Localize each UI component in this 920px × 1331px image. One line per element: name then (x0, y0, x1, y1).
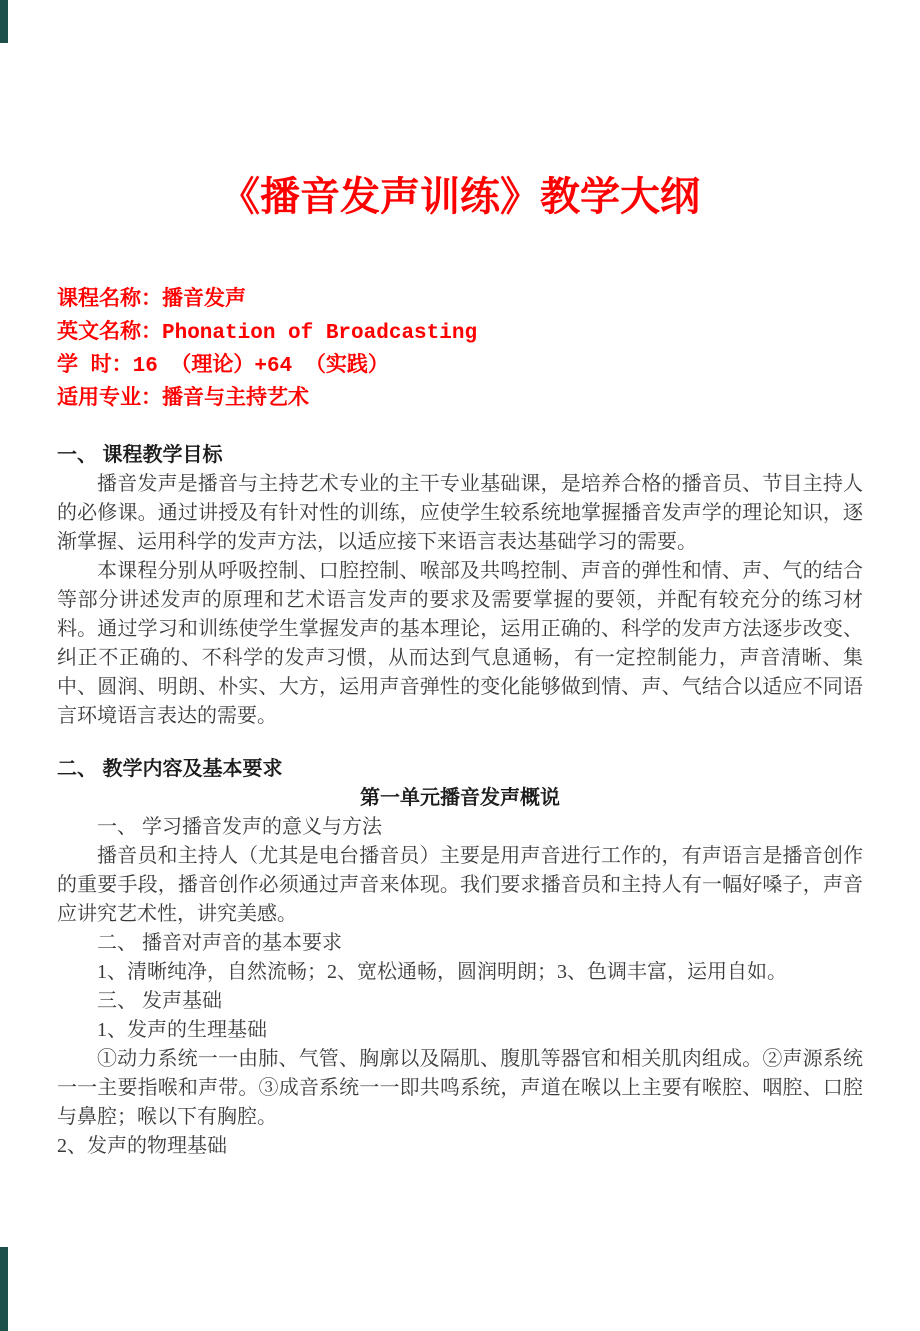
unit1-point1-text: 播音员和主持人（尤其是电台播音员）主要是用声音进行工作的，有声语言是播音创作的重要手段，播音创作必须通过声音来体现。我们要求播音员和主持人有一幅好嗓子，声音应讲究艺术性，讲究美感。 (57, 845, 863, 925)
objectives-paragraph-2: 本课程分别从呼吸控制、口腔控制、喉部及共鸣控制、声音的弹性和情、声、气的结合等部分讲述发声的原理和艺术语言发声的要求及需要掌握的要领，并配有较充分的练习材料。通过学习和训练使学生掌握发声的基本理论，运用正确的、科学的发声方法逐步改变、纠正不正确的、不科学的发声习惯，从而达到气息通畅，有一定控制能力，声音清晰、集中、圆润、明朗、朴实、大方，运用声音弹性的变化能够做到情、声、气结合以适应不同语言环境语言表达的需要。 (57, 560, 863, 727)
unit1-point2-heading: 二、 播音对声音的基本要求 (97, 932, 342, 954)
course-name-line: 课程名称：播音发声 (57, 289, 246, 312)
document-title: 《播音发声训练》教学大纲 (220, 175, 700, 219)
content-heading: 二、 教学内容及基本要求 (57, 758, 283, 780)
objectives-section (57, 441, 863, 731)
unit1-point2-text: 1、清晰纯净，自然流畅；2、宽松通畅，圆润明朗；3、色调丰富，运用自如。 (97, 961, 787, 983)
content-section (57, 755, 863, 1161)
objectives-paragraph-1: 播音发声是播音与主持艺术专业的主干专业基础课，是培养合格的播音员、节目主持人的必修课。通过讲授及有针对性的训练，应使学生较系统地掌握播音发声学的理论知识，逐渐掌握、运用科学的发声方法，以适应接下来语言表达基础学习的需要。 (57, 473, 863, 553)
page-edge-bar-bottom-left (0, 1247, 8, 1331)
major-line: 适用专业：播音与主持艺术 (57, 388, 309, 411)
objectives-heading: 一、 课程教学目标 (57, 444, 223, 466)
unit1-point3-item1: 1、发声的生理基础 (97, 1019, 267, 1041)
unit1-point3-item1-text: ①动力系统一一由肺、气管、胸廓以及隔肌、腹肌等器官和相关肌肉组成。②声源系统一一主要指喉和声带。③成音系统一一即共鸣系统，声道在喉以上主要有喉腔、咽腔、口腔与鼻腔；喉以下有胸腔。 (57, 1048, 863, 1128)
course-info-block (57, 284, 867, 416)
unit1-point3-heading: 三、 发声基础 (97, 990, 222, 1012)
unit1-title: 第一单元播音发声概说 (360, 787, 560, 809)
page-edge-bar-top-left (0, 0, 8, 43)
course-hours-line: 学 时：16 （理论）+64 （实践） (57, 355, 389, 378)
unit1-point3-item2: 2、发声的物理基础 (57, 1135, 227, 1157)
english-name-line: 英文名称：Phonation of Broadcasting (57, 322, 478, 345)
unit1-point1-heading: 一、 学习播音发声的意义与方法 (97, 816, 382, 838)
